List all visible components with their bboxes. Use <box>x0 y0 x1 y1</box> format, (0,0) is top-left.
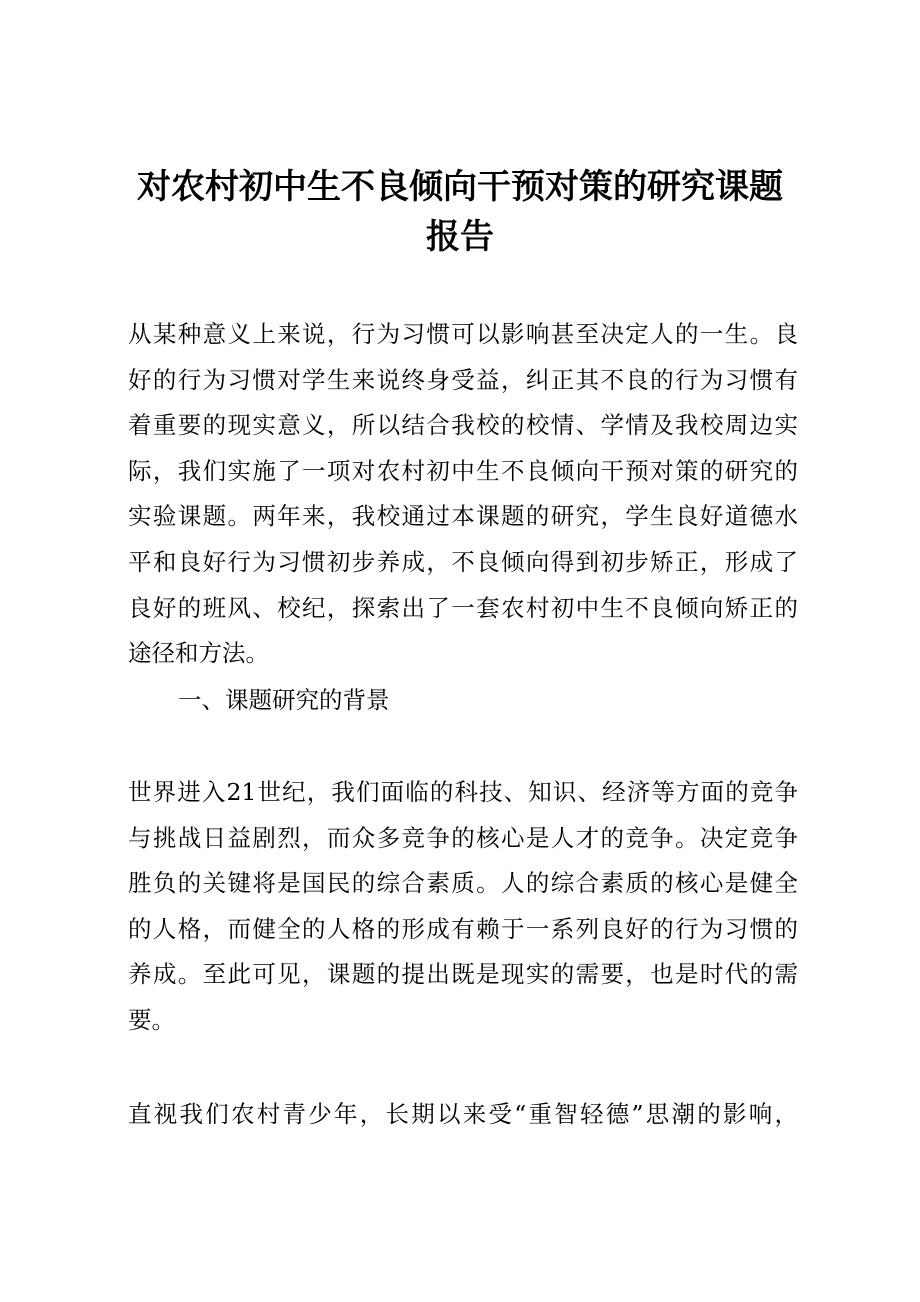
paragraph-line: 从某种意义上来说，行为习惯可以影响甚至决定人的一生。良 <box>128 320 798 348</box>
rural-youth-paragraph <box>128 1092 798 1138</box>
paragraph-line: 胜负的关键将是国民的综合素质。人的综合素质的核心是健全 <box>128 869 798 898</box>
paragraph-line: 好的行为习惯对学生来说终身受益，纠正其不良的行为习惯有 <box>128 365 798 394</box>
paragraph-line: 良好的班风、校纪，探索出了一套农村初中生不良倾向矫正的 <box>128 593 798 622</box>
paragraph-line: 实验课题。两年来，我校通过本课题的研究，学生良好道德水 <box>128 502 798 531</box>
background-paragraph <box>128 770 798 1044</box>
document-title <box>100 162 820 262</box>
paragraph-line: 世界进入21世纪，我们面临的科技、知识、经济等方面的竞争 <box>128 778 798 806</box>
title-line: 对农村初中生不良倾向干预对策的研究课题 <box>137 167 783 207</box>
title-line: 报告 <box>426 217 494 257</box>
paragraph-line: 途径和方法。 <box>128 639 269 668</box>
paragraph-line: 际，我们实施了一项对农村初中生不良倾向干预对策的研究的 <box>128 456 798 485</box>
paragraph-line: 要。 <box>128 1005 175 1034</box>
paragraph-line: 的人格，而健全的人格的形成有赖于一系列良好的行为习惯的 <box>128 914 798 943</box>
paragraph-line: 平和良好行为习惯初步养成，不良倾向得到初步矫正，形成了 <box>128 547 798 576</box>
paragraph-line: 着重要的现实意义，所以结合我校的校情、学情及我校周边实 <box>128 411 798 440</box>
paragraph-line: 与挑战日益剧烈，而众多竞争的核心是人才的竞争。决定竞争 <box>128 823 798 852</box>
intro-paragraph <box>128 312 798 677</box>
paragraph-line: 养成。至此可见，课题的提出既是现实的需要，也是时代的需 <box>128 960 798 989</box>
paragraph-line: 直视我们农村青少年，长期以来受“重智轻德”思潮的影响， <box>128 1100 798 1128</box>
section-heading: 一、课题研究的背景 <box>178 686 390 714</box>
